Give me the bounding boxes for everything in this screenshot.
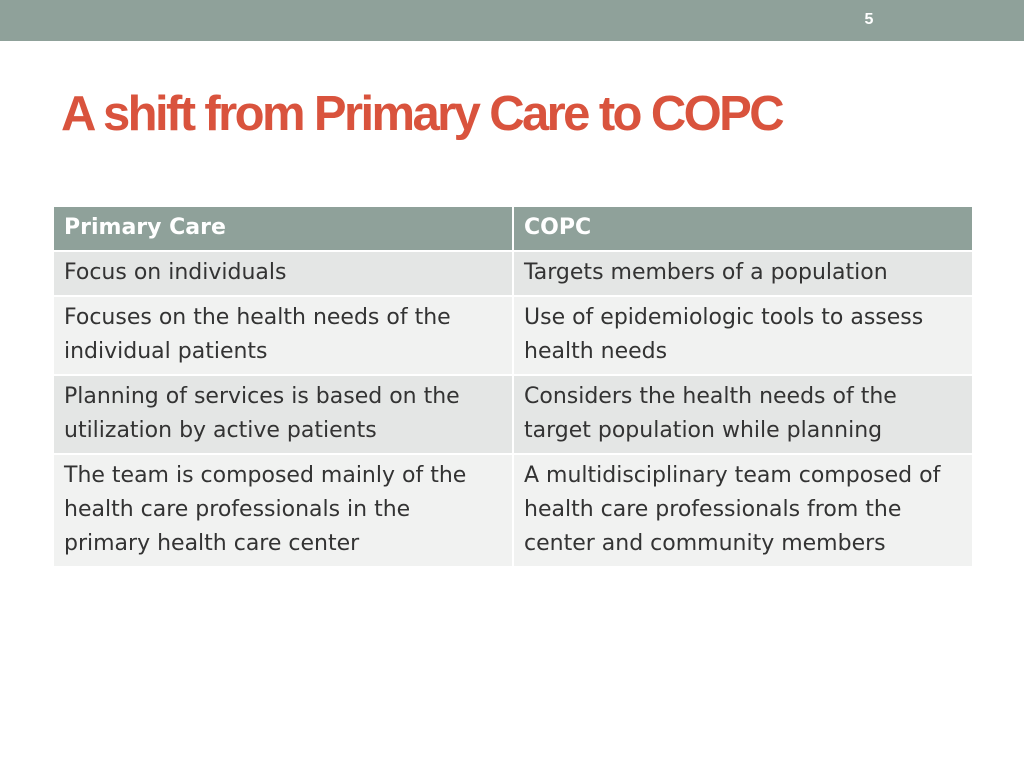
slide-title: A shift from Primary Care to COPC [61,87,783,141]
table-header-row [53,206,973,251]
header-primary-care: Primary Care [53,206,513,251]
comparison-table [52,205,974,568]
cell-primary-care: Planning of services is based on the utilization by active patients [53,375,513,454]
cell-primary-care: The team is composed mainly of the health care professionals in the primary health care center [53,454,513,567]
cell-copc: A multidisciplinary team composed of health care professionals from the center and community members [513,454,973,567]
header-copc: COPC [513,206,973,251]
cell-primary-care: Focus on individuals [53,251,513,296]
cell-copc: Targets members of a population [513,251,973,296]
table-row [53,296,973,375]
table-row [53,251,973,296]
cell-primary-care: Focuses on the health needs of the individual patients [53,296,513,375]
top-bar [0,0,1024,41]
cell-copc: Considers the health needs of the target population while planning [513,375,973,454]
cell-copc: Use of epidemiologic tools to assess health needs [513,296,973,375]
slide-number: 5 [864,11,874,28]
table-row [53,375,973,454]
table-row [53,454,973,567]
